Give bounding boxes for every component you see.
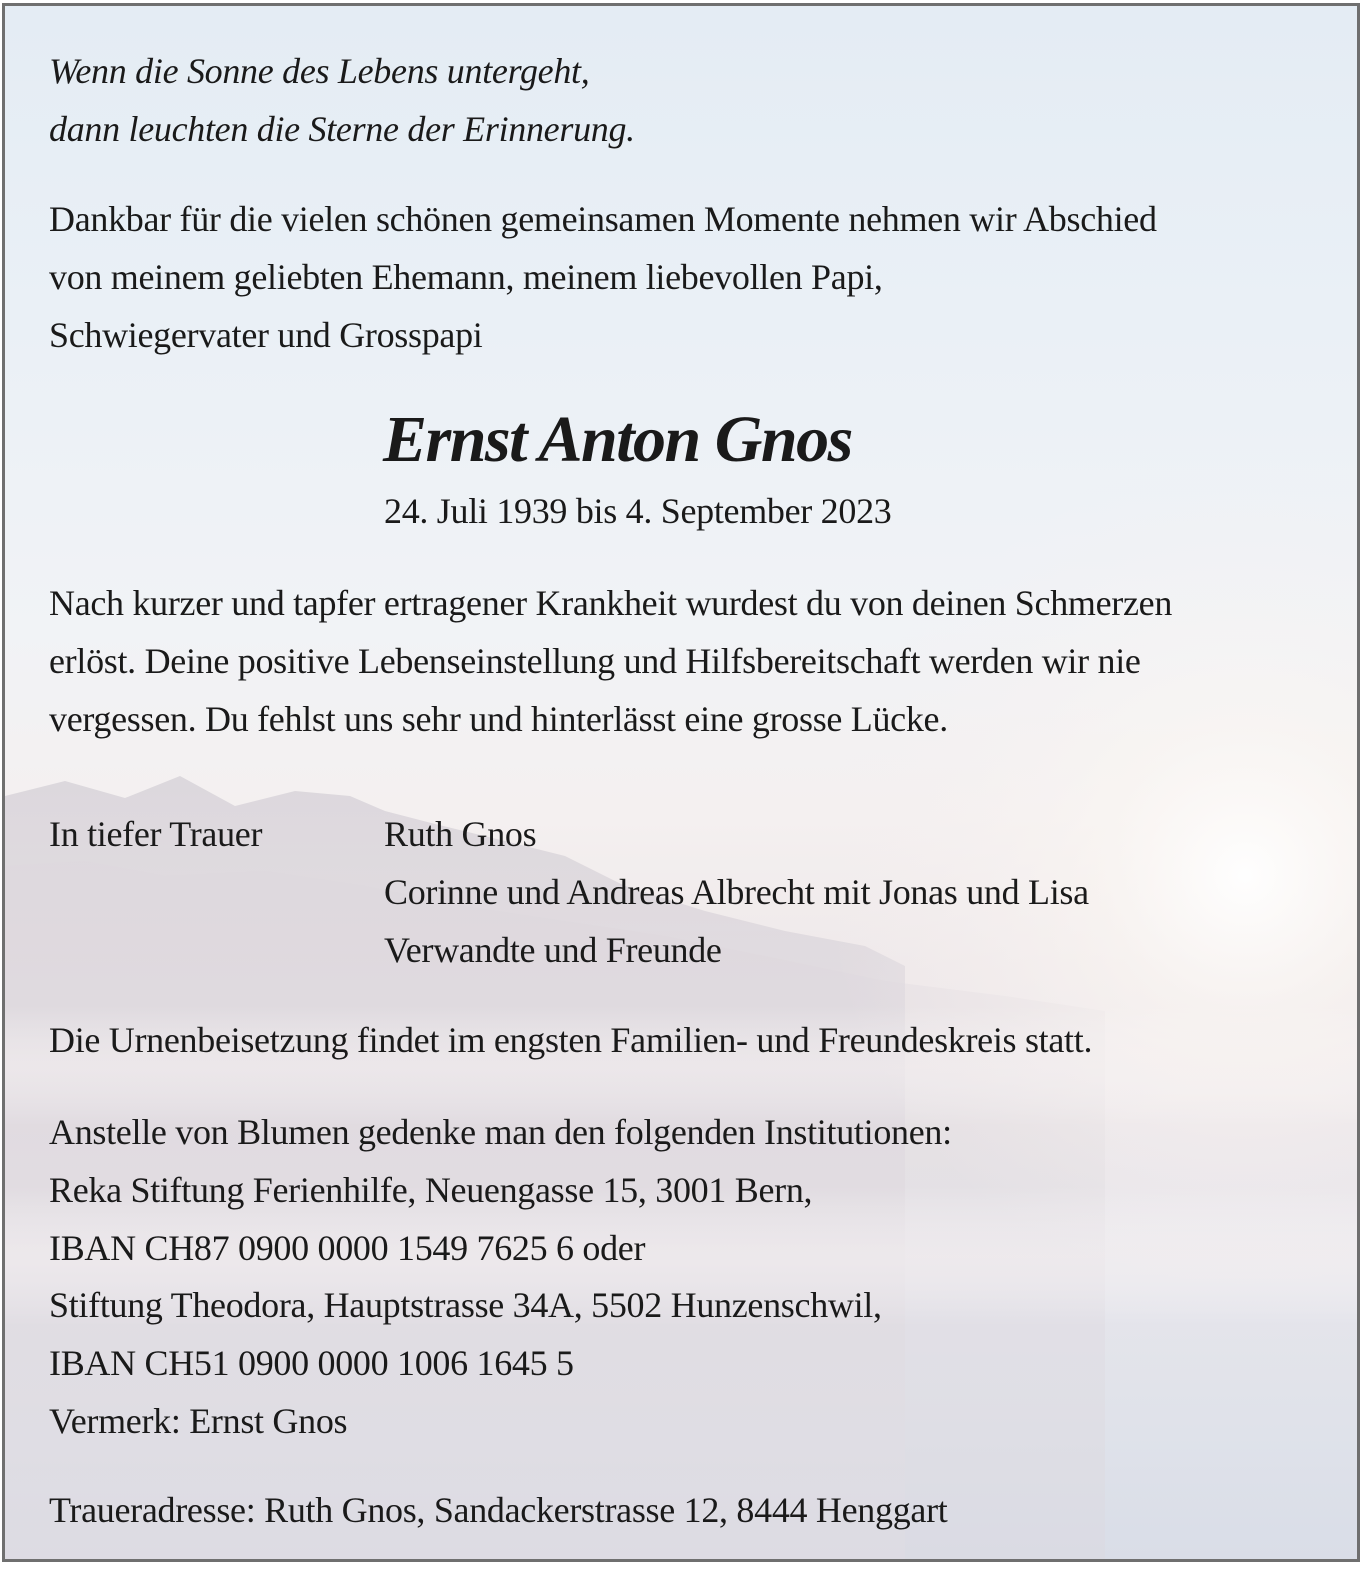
- tribute-line-1: Nach kurzer und tapfer ertragener Krankheit wurdest du von deinen Schmerzen: [49, 583, 1173, 623]
- donations-line-1: Anstelle von Blumen gedenke man den folgenden Institutionen:: [49, 1112, 952, 1152]
- mourner-1: Ruth Gnos: [384, 814, 537, 854]
- donations-line-5: IBAN CH51 0900 0000 1006 1645 5: [49, 1343, 574, 1383]
- donations-line-6: Vermerk: Ernst Gnos: [49, 1401, 348, 1441]
- mourner-3: Verwandte und Freunde: [384, 930, 722, 970]
- obituary-text: [5, 6, 1357, 1559]
- burial-notice: Die Urnenbeisetzung findet im engsten Familien- und Freundeskreis statt.: [49, 1020, 1093, 1060]
- donations-line-3: IBAN CH87 0900 0000 1549 7625 6 oder: [49, 1228, 646, 1268]
- intro-line-1: Dankbar für die vielen schönen gemeinsamen Momente nehmen wir Abschied: [49, 199, 1157, 239]
- mourning-address: Traueradresse: Ruth Gnos, Sandackerstrasse 12, 8444 Henggart: [49, 1490, 948, 1530]
- donations-line-4: Stiftung Theodora, Hauptstrasse 34A, 5502 Hunzenschwil,: [49, 1285, 882, 1325]
- intro-line-2: von meinem geliebten Ehemann, meinem liebevollen Papi,: [49, 257, 883, 297]
- obituary-card: [2, 3, 1360, 1562]
- donations-line-2: Reka Stiftung Ferienhilfe, Neuengasse 15, 3001 Bern,: [49, 1170, 813, 1210]
- motto-line-2: dann leuchten die Sterne der Erinnerung.: [49, 109, 635, 149]
- intro-line-3: Schwiegervater und Grosspapi: [49, 315, 483, 355]
- life-dates: 24. Juli 1939 bis 4. September 2023: [384, 491, 892, 531]
- motto-line-1: Wenn die Sonne des Lebens untergeht,: [49, 51, 590, 91]
- tribute-line-3: vergessen. Du fehlst uns sehr und hinterlässt eine grosse Lücke.: [49, 699, 948, 739]
- tribute-line-2: erlöst. Deine positive Lebenseinstellung und Hilfsbereitschaft werden wir nie: [49, 641, 1141, 681]
- mourners-label: In tiefer Trauer: [49, 814, 263, 854]
- deceased-name: Ernst Anton Gnos: [383, 403, 852, 476]
- mourner-2: Corinne und Andreas Albrecht mit Jonas und Lisa: [384, 872, 1089, 912]
